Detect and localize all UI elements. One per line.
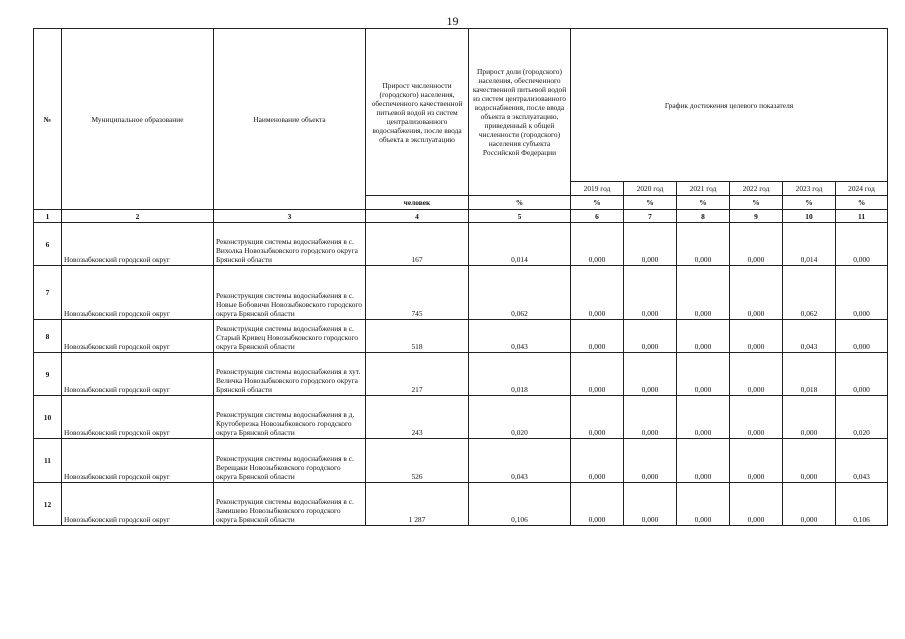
table-row (34, 439, 888, 483)
unit-percent: % (677, 196, 730, 210)
table-row (34, 353, 888, 396)
object-name-cell: Реконструкция системы водоснабжения в д. Крутоберезка Новозыбковского городского округа Брянской области (214, 396, 366, 439)
municipality-cell: Новозыбковский городской округ (62, 266, 214, 320)
population-growth-cell: 217 (366, 353, 469, 396)
year-value-cell: 0,000 (783, 396, 836, 439)
municipality-cell: Новозыбковский городской округ (62, 396, 214, 439)
header-share-growth: Прирост доли (городского) населения, обеспеченного качественной питьевой водой из систем централизованного водоснабжения, после ввода объекта в эксплуатацию, приведенный к общей численности (городского) населения субъекта Российской Федерации (469, 29, 571, 196)
header-year: 2024 год (836, 182, 888, 196)
header-row-main (34, 29, 888, 182)
year-value-cell: 0,000 (571, 483, 624, 526)
year-value-cell: 0,000 (677, 223, 730, 266)
unit-percent: % (624, 196, 677, 210)
column-index: 8 (677, 210, 730, 223)
table-row (34, 483, 888, 526)
column-index: 10 (783, 210, 836, 223)
share-growth-cell: 0,020 (469, 396, 571, 439)
year-value-cell: 0,018 (783, 353, 836, 396)
year-value-cell: 0,062 (783, 266, 836, 320)
header-year: 2020 год (624, 182, 677, 196)
year-value-cell: 0,000 (571, 353, 624, 396)
column-index: 11 (836, 210, 888, 223)
row-number: 8 (34, 320, 62, 353)
header-year: 2022 год (730, 182, 783, 196)
year-value-cell: 0,000 (677, 483, 730, 526)
municipality-cell: Новозыбковский городской округ (62, 483, 214, 526)
header-pop-growth: Прирост численности (городского) населения, обеспеченного качественной питьевой водой из систем централизованного водоснабжения, после ввода объекта в эксплуатацию (366, 29, 469, 196)
column-index: 7 (624, 210, 677, 223)
row-number: 7 (34, 266, 62, 320)
target-indicator-table (33, 28, 888, 526)
unit-percent: % (730, 196, 783, 210)
year-value-cell: 0,000 (783, 439, 836, 483)
column-index: 4 (366, 210, 469, 223)
table-row (34, 223, 888, 266)
year-value-cell: 0,000 (677, 353, 730, 396)
row-number: 6 (34, 223, 62, 266)
table-row (34, 266, 888, 320)
table-row (34, 396, 888, 439)
unit-percent: % (836, 196, 888, 210)
unit-percent: % (469, 196, 571, 210)
share-growth-cell: 0,014 (469, 223, 571, 266)
table-row (34, 320, 888, 353)
year-value-cell: 0,000 (624, 483, 677, 526)
year-value-cell: 0,000 (730, 396, 783, 439)
object-name-cell: Реконструкция системы водоснабжения в с. Верещаки Новозыбковского городского округа Брянской области (214, 439, 366, 483)
year-value-cell: 0,000 (836, 320, 888, 353)
year-value-cell: 0,000 (730, 353, 783, 396)
year-value-cell: 0,014 (783, 223, 836, 266)
year-value-cell: 0,020 (836, 396, 888, 439)
header-object-name: Наименование объекта (214, 29, 366, 210)
municipality-cell: Новозыбковский городской округ (62, 353, 214, 396)
unit-people: человек (366, 196, 469, 210)
row-number: 10 (34, 396, 62, 439)
unit-percent: % (783, 196, 836, 210)
year-value-cell: 0,043 (783, 320, 836, 353)
year-value-cell: 0,000 (571, 320, 624, 353)
column-index: 1 (34, 210, 62, 223)
year-value-cell: 0,000 (836, 266, 888, 320)
object-name-cell: Реконструкция системы водоснабжения в с. Новые Бобовичи Новозыбковского городского округа Брянской области (214, 266, 366, 320)
column-index: 9 (730, 210, 783, 223)
share-growth-cell: 0,018 (469, 353, 571, 396)
year-value-cell: 0,000 (730, 483, 783, 526)
population-growth-cell: 167 (366, 223, 469, 266)
year-value-cell: 0,000 (624, 266, 677, 320)
population-growth-cell: 745 (366, 266, 469, 320)
year-value-cell: 0,000 (624, 396, 677, 439)
municipality-cell: Новозыбковский городской округ (62, 223, 214, 266)
year-value-cell: 0,000 (730, 320, 783, 353)
year-value-cell: 0,000 (730, 439, 783, 483)
municipality-cell: Новозыбковский городской округ (62, 439, 214, 483)
header-year: 2021 год (677, 182, 730, 196)
header-municipality: Муниципальное образование (62, 29, 214, 210)
year-value-cell: 0,000 (624, 320, 677, 353)
row-number: 9 (34, 353, 62, 396)
municipality-cell: Новозыбковский городской округ (62, 320, 214, 353)
share-growth-cell: 0,043 (469, 439, 571, 483)
header-num: № (34, 29, 62, 210)
object-name-cell: Реконструкция системы водоснабжения в с. Вихолка Новозыбковского городского округа Брянской области (214, 223, 366, 266)
column-index-row (34, 210, 888, 223)
population-growth-cell: 518 (366, 320, 469, 353)
year-value-cell: 0,000 (624, 223, 677, 266)
unit-percent: % (571, 196, 624, 210)
row-number: 11 (34, 439, 62, 483)
year-value-cell: 0,043 (836, 439, 888, 483)
year-value-cell: 0,000 (624, 439, 677, 483)
column-index: 2 (62, 210, 214, 223)
share-growth-cell: 0,062 (469, 266, 571, 320)
share-growth-cell: 0,043 (469, 320, 571, 353)
column-index: 5 (469, 210, 571, 223)
header-year: 2023 год (783, 182, 836, 196)
year-value-cell: 0,000 (677, 439, 730, 483)
year-value-cell: 0,000 (677, 320, 730, 353)
year-value-cell: 0,000 (677, 396, 730, 439)
population-growth-cell: 1 287 (366, 483, 469, 526)
page-number: 19 (446, 14, 459, 28)
object-name-cell: Реконструкция системы водоснабжения в с. Старый Кривец Новозыбковского городского округа Брянской области (214, 320, 366, 353)
year-value-cell: 0,000 (836, 223, 888, 266)
share-growth-cell: 0,106 (469, 483, 571, 526)
object-name-cell: Реконструкция системы водоснабжения в с. Замишево Новозыбковского городского округа Брянской области (214, 483, 366, 526)
population-growth-cell: 243 (366, 396, 469, 439)
year-value-cell: 0,000 (571, 439, 624, 483)
year-value-cell: 0,000 (571, 396, 624, 439)
column-index: 3 (214, 210, 366, 223)
year-value-cell: 0,000 (677, 266, 730, 320)
year-value-cell: 0,000 (730, 223, 783, 266)
header-schedule: График достижения целевого показателя (571, 29, 888, 182)
year-value-cell: 0,000 (730, 266, 783, 320)
table-body (34, 29, 888, 526)
year-value-cell: 0,000 (836, 353, 888, 396)
column-index: 6 (571, 210, 624, 223)
year-value-cell: 0,000 (571, 266, 624, 320)
year-value-cell: 0,000 (624, 353, 677, 396)
year-value-cell: 0,000 (783, 483, 836, 526)
population-growth-cell: 526 (366, 439, 469, 483)
object-name-cell: Реконструкция системы водоснабжения в хут. Величка Новозыбковского городского округа Брянской области (214, 353, 366, 396)
year-value-cell: 0,000 (571, 223, 624, 266)
year-value-cell: 0,106 (836, 483, 888, 526)
row-number: 12 (34, 483, 62, 526)
header-year: 2019 год (571, 182, 624, 196)
